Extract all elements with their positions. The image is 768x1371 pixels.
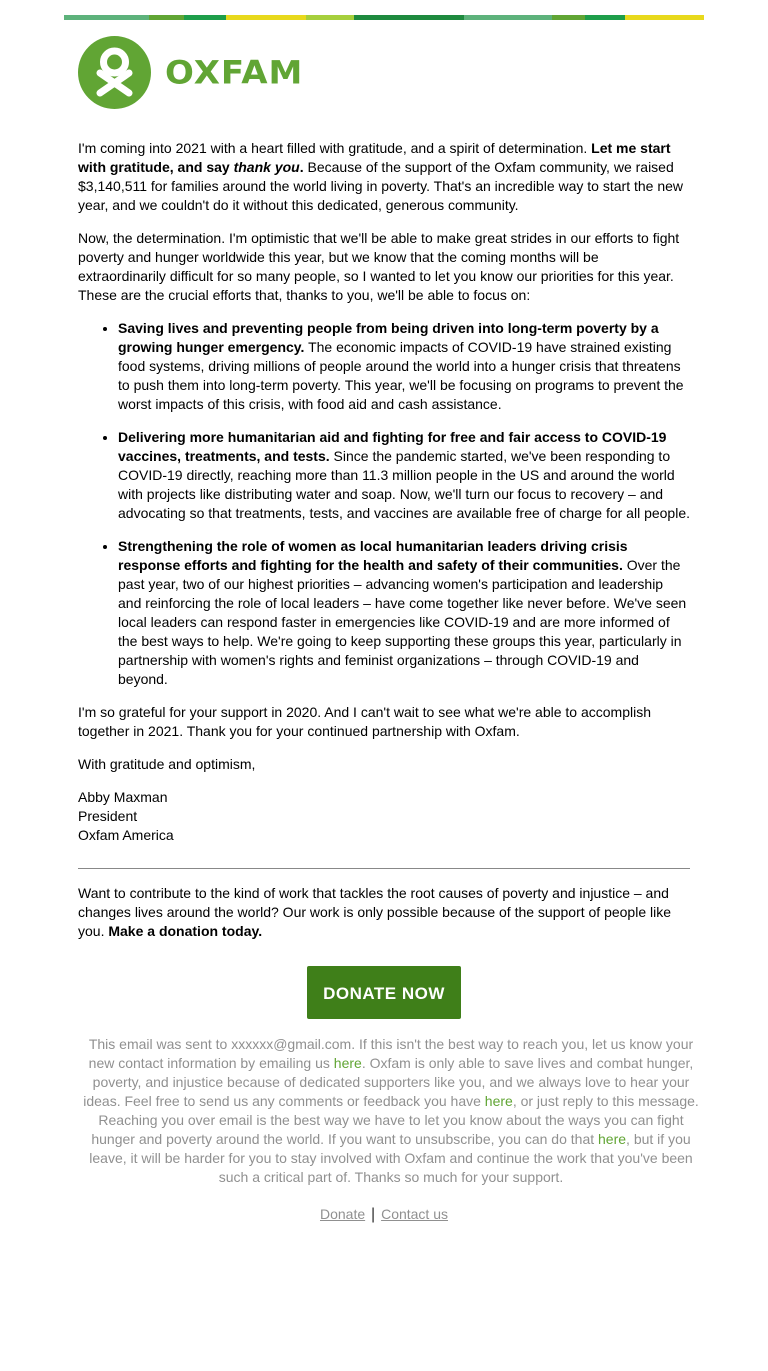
paragraph-intro <box>78 139 690 215</box>
email-footer <box>78 1035 704 1187</box>
intro-bold-end: . <box>299 159 304 175</box>
letter-body <box>78 139 690 1019</box>
logo-wordmark: OXFAM <box>165 53 304 92</box>
priority-item <box>118 537 690 689</box>
footer-donate-link[interactable]: Donate <box>319 1206 366 1222</box>
footer-link-contact-email[interactable]: here <box>333 1055 362 1071</box>
signature-block <box>78 788 690 845</box>
closing-line: With gratitude and optimism, <box>78 756 256 772</box>
footer-link-unsubscribe[interactable]: here <box>598 1131 627 1147</box>
priorities-list <box>78 319 690 689</box>
footer-contact-link[interactable]: Contact us <box>381 1206 449 1222</box>
priority-text: The economic impacts of COVID-19 have strained existing food systems, driving millions of people around the world into a hunger crisis that threatens to push them into long-term poverty. This year, we'll be focusing on programs to prevent the worst impacts of this crisis, with food aid and cash assistance. <box>118 339 684 412</box>
priority-item <box>118 428 690 523</box>
priority-heading: Strengthening the role of women as local humanitarian leaders driving crisis response efforts and fighting for the health and safety of their communities. <box>118 538 628 573</box>
footer-link-feedback[interactable]: here <box>484 1093 513 1109</box>
appeal-text: Want to contribute to the kind of work that tackles the root causes of poverty and injustice – and changes lives around the world? Our work is only possible because of the support of people like you. <box>78 885 672 939</box>
appeal-bold-text: Make a donation today. <box>108 923 263 939</box>
footer-text: . Oxfam is only able to save lives and combat hunger, poverty, and injustice because of dedicated supporters like you, and we always love to hear your ideas. Feel free to send us any comments or feedback you have <box>83 1055 694 1109</box>
footer-text: , but if you leave, it will be harder for you to stay involved with Oxfam and continue the work that you've been such a critical part of. Thanks so much for your support. <box>89 1131 693 1185</box>
footer-text: This email was sent to xxxxxx@gmail.com. If this isn't the best way to reach you, let us know your new contact information by emailing us <box>88 1036 694 1071</box>
footer-text: , or just reply to this message. Reaching you over email is the best way we have to let you know about the ways you can fight hunger and poverty around the world. If you want to unsubscribe, you can do that <box>91 1093 699 1147</box>
donate-now-button[interactable]: DONATE NOW <box>307 966 461 1019</box>
footer-links <box>0 1205 768 1224</box>
signature-org: Oxfam America <box>78 827 174 843</box>
priority-text: Over the past year, two of our highest priorities – advancing women's participation and leadership and reinforcing the role of local leaders – have come together like never before. We've seen local leaders can respond faster in emergencies like COVID-19 and are more informed of the best ways to help. We're going to keep supporting these groups this year, particularly in partnership with women's rights and feminist organizations – through COVID-19 and beyond. <box>118 557 687 687</box>
signature-title: President <box>78 808 138 824</box>
section-divider <box>78 868 690 869</box>
priority-item <box>118 319 690 414</box>
decorative-color-bar <box>64 15 704 20</box>
paragraph-gratitude: I'm so grateful for your support in 2020. And I can't wait to see what we're able to accomplish together in 2021. Thank you for your continued partnership with Oxfam. <box>78 704 651 739</box>
priority-heading: Delivering more humanitarian aid and fighting for free and fair access to COVID-19 vaccines, treatments, and tests. <box>118 429 667 464</box>
intro-rest-text: Because of the support of the Oxfam community, we raised $3,140,511 for families around the world living in poverty. That's an incredible way to start the new year, and we couldn't do it without this dedicated, generous community. <box>78 159 684 213</box>
oxfam-logo[interactable] <box>78 36 303 109</box>
priority-heading: Saving lives and preventing people from being driven into long-term poverty by a growing hunger emergency. <box>118 320 659 355</box>
donate-button-wrapper <box>78 966 690 1019</box>
intro-thank-you: thank you <box>233 159 300 175</box>
donation-appeal <box>78 884 690 941</box>
footer-link-separator: | <box>371 1206 376 1223</box>
signature-name: Abby Maxman <box>78 789 168 805</box>
color-bar-graphic <box>64 15 704 20</box>
paragraph-determination: Now, the determination. I'm optimistic that we'll be able to make great strides in our efforts to fight poverty and hunger worldwide this year, but we know that the coming months will be extraordinarily difficult for so many people, so I wanted to let you know our priorities for this year. These are the crucial efforts that, thanks to you, we'll be able to focus on: <box>78 230 680 303</box>
intro-text: I'm coming into 2021 with a heart filled with gratitude, and a spirit of determination. <box>78 140 592 156</box>
intro-bold-text: Let me start with gratitude, and say <box>78 140 671 175</box>
priority-text: Since the pandemic started, we've been responding to COVID-19 directly, reaching more than 11.3 million people in the US and around the world with projects like distributing water and soap. Now, we'll turn our focus to recovery – and advocating so that treatments, tests, and vaccines are available free of charge for all people. <box>118 448 690 521</box>
oxfam-person-icon <box>78 36 151 109</box>
